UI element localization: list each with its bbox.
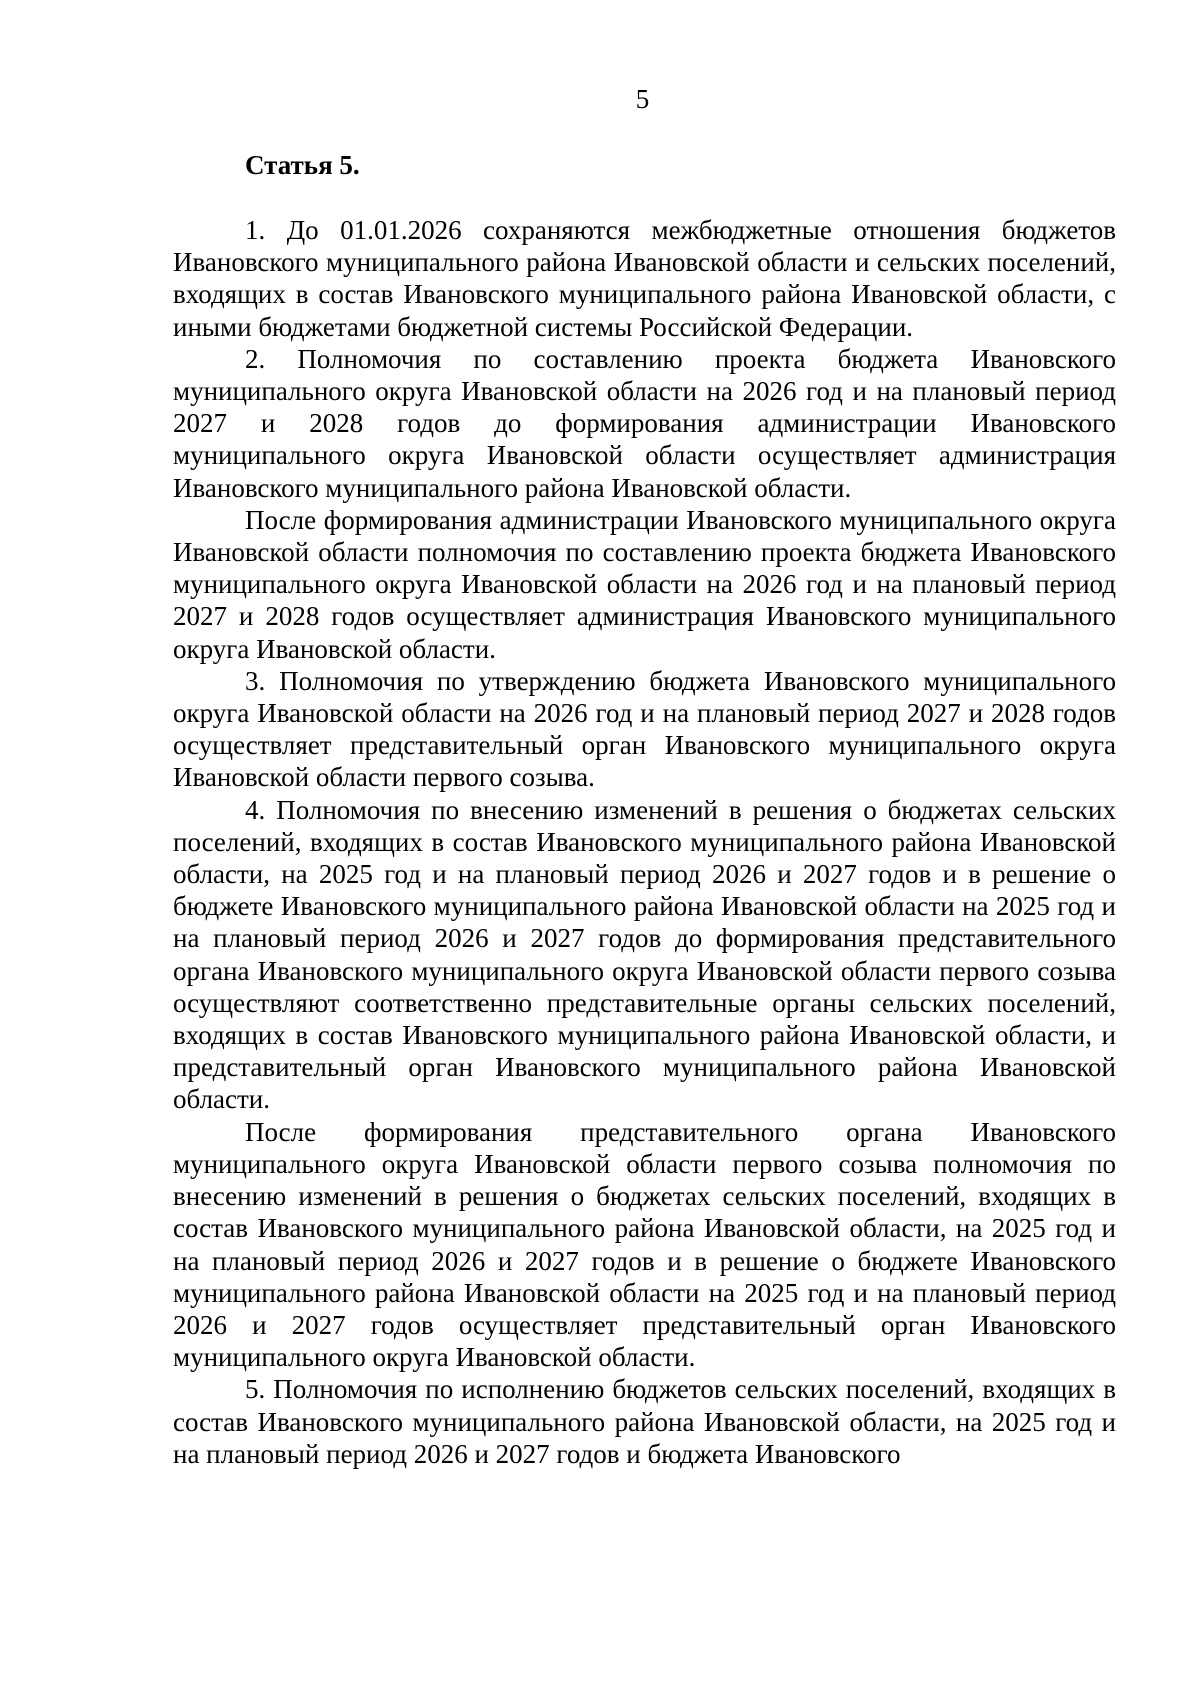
paragraph-2-continued: После формирования администрации Ивановского муниципального округа Ивановской области полномочия по составлению проекта бюджета Ивановского муниципального округа Ивановской области на 2026 год и на плановый период 2027 и 2028 годов осуществляет администрация Ивановского муниципального округа Ивановской области.: [173, 504, 1116, 664]
paragraph-1: 1. До 01.01.2026 сохраняются межбюджетные отношения бюджетов Ивановского муниципального района Ивановской области и сельских поселений, входящих в состав Ивановского муниципального района Ивановской области, с иными бюджетами бюджетной системы Российской Федерации.: [173, 215, 1116, 342]
paragraph-2: 2. Полномочия по составлению проекта бюджета Ивановского муниципального округа Ивановской области на 2026 год и на плановый период 2027 и 2028 годов до формирования администрации Ивановского муниципального округа Ивановской области осуществляет администрация Ивановского муниципального района Ивановской области.: [173, 343, 1116, 503]
paragraph-4-continued: После формирования представительного органа Ивановского муниципального округа Ивановской области первого созыва полномочия по внесению изменений в решения о бюджетах сельских поселений, входящих в состав Ивановского муниципального района Ивановской области, на 2025 год и на плановый период 2026 и 2027 годов и в решение о бюджете Ивановского муниципального района Ивановской области на 2025 год и на плановый период 2026 и 2027 годов осуществляет представительный орган Ивановского муниципального округа Ивановской области.: [173, 1116, 1116, 1373]
page-number: 5: [635, 84, 650, 114]
paragraph-4: 4. Полномочия по внесению изменений в решения о бюджетах сельских поселений, входящих в состав Ивановского муниципального района Ивановской области, на 2025 год и на плановый период 2026 и 2027 годов и в решение о бюджете Ивановского муниципального района Ивановской области на 2025 год и на плановый период 2026 и 2027 годов до формирования представительного органа Ивановского муниципального округа Ивановской области первого созыва осуществляют соответственно представительные органы сельских поселений, входящих в состав Ивановского муниципального района Ивановской области, и представительный орган Ивановского муниципального района Ивановской области.: [173, 794, 1116, 1115]
article-body: [173, 214, 1116, 1470]
paragraph-5: 5. Полномочия по исполнению бюджетов сельских поселений, входящих в состав Ивановского муниципального района Ивановской области, на 2025 год и на плановый период 2026 и 2027 годов и бюджета Ивановского: [173, 1374, 1116, 1469]
paragraph-3: 3. Полномочия по утверждению бюджета Ивановского муниципального округа Ивановской области на 2026 год и на плановый период 2027 и 2028 годов осуществляет представительный орган Ивановского муниципального округа Ивановской области первого созыва.: [173, 665, 1116, 793]
article-title: Статья 5.: [245, 150, 360, 180]
